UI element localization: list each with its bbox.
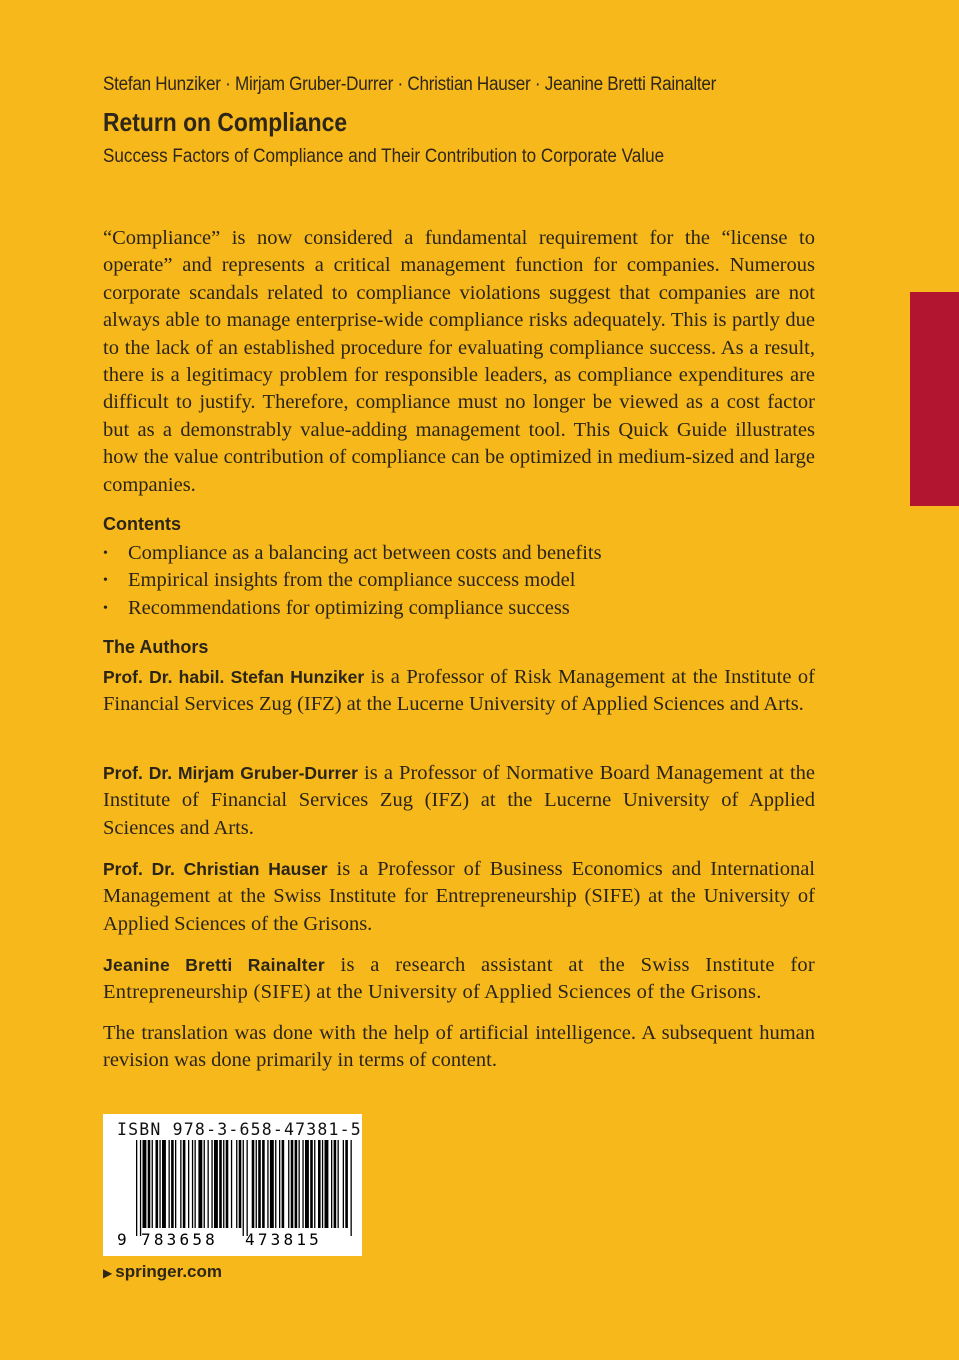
barcode-bar (219, 1140, 222, 1228)
barcode-bar (239, 1140, 242, 1228)
contents-item (103, 595, 815, 622)
barcode-bar (318, 1140, 321, 1228)
barcode-bar (279, 1140, 280, 1228)
springer-link-text: springer.com (115, 1262, 222, 1281)
author-name: Prof. Dr. Christian Hauser (103, 859, 328, 879)
barcode-box (103, 1114, 362, 1256)
barcode-bar (226, 1140, 229, 1228)
barcode-digit-first: 9 (117, 1230, 127, 1249)
arrow-right-icon: ▶ (103, 1266, 113, 1280)
isbn-label: ISBN 978-3-658-47381-5 (117, 1120, 362, 1139)
barcode-bar (302, 1140, 303, 1228)
barcode-bar (214, 1140, 218, 1228)
barcode-bar (288, 1140, 289, 1228)
accent-tab (910, 292, 959, 506)
barcode-bar (143, 1140, 147, 1228)
author-name: Prof. Dr. habil. Stefan Hunziker (103, 667, 365, 687)
bullet-icon: • (103, 546, 108, 561)
barcode-bar (223, 1140, 224, 1228)
barcode-bar (231, 1140, 232, 1228)
barcode-bar (291, 1140, 294, 1228)
contents-list (103, 540, 815, 622)
barcode-bar (236, 1140, 237, 1228)
barcode-bar (243, 1140, 244, 1236)
springer-link[interactable] (103, 1262, 222, 1282)
bullet-icon: • (103, 600, 108, 616)
barcode-bar (208, 1140, 209, 1228)
book-title: Return on Compliance (103, 107, 348, 137)
author-bio (103, 760, 815, 842)
barcode-bar (247, 1140, 248, 1236)
author-bio-text: is a Professor of Risk Management at the Institute of Financial Services Zug (IFZ) at the Lucerne University of Applied Sciences and Arts. (103, 666, 815, 716)
author-bio (103, 952, 815, 1007)
author-name: Jeanine Bretti Rainalter (103, 955, 325, 975)
contents-item (103, 567, 815, 594)
author-bio-text: is a Professor of Business Economics and International Management at the Swiss Institute for Entrepreneurship (SIFE) at the University of Applied Sciences of the Grisons. (103, 858, 815, 935)
barcode-bar (343, 1140, 344, 1228)
barcode-bar (140, 1140, 141, 1236)
contents-item-text: Compliance as a balancing act between costs and benefits (128, 542, 602, 564)
barcode-digits-left: 783658 (141, 1230, 218, 1249)
authors-line: Stefan Hunziker · Mirjam Gruber-Durrer · Christian Hauser · Jeanine Bretti Rainalter (103, 74, 717, 95)
barcode-bar (310, 1140, 313, 1228)
barcode-bar (171, 1140, 174, 1228)
barcode-bar (192, 1140, 193, 1228)
barcode-bar (162, 1140, 166, 1228)
barcode-bar (322, 1140, 323, 1228)
barcode-icon (103, 1114, 362, 1256)
barcode-bar (180, 1140, 181, 1228)
barcode-bar (156, 1140, 159, 1228)
bullet-icon: • (103, 573, 108, 589)
barcode-bar (282, 1140, 285, 1228)
barcode-bar (325, 1140, 329, 1228)
barcode-bar (345, 1140, 348, 1228)
barcode-bar (295, 1140, 298, 1228)
barcode-bar (338, 1140, 339, 1228)
barcode-bar (169, 1140, 170, 1228)
author-bio (103, 664, 815, 719)
barcode-bar (148, 1140, 151, 1228)
author-name: Prof. Dr. Mirjam Gruber-Durrer (103, 763, 358, 783)
barcode-bar (195, 1140, 196, 1228)
barcode-digits-right: 473815 (245, 1230, 322, 1249)
contents-heading: Contents (103, 514, 181, 534)
barcode-bar (351, 1140, 352, 1236)
barcode-bar (204, 1140, 205, 1228)
book-subtitle: Success Factors of Compliance and Their Contribution to Corporate Value (103, 146, 665, 167)
author-bio-text: is a Professor of Normative Board Management at the Institute of Financial Services Zug (IFZ) at the Lucerne University of Applied Sciences and Arts. (103, 762, 815, 839)
barcode-bar (198, 1140, 202, 1228)
barcode-bar (188, 1140, 189, 1228)
barcode-bar (211, 1140, 212, 1228)
barcode-bar (305, 1140, 309, 1228)
barcode-bar (314, 1140, 315, 1228)
barcode-bar (262, 1140, 265, 1228)
barcode-bar (331, 1140, 332, 1228)
barcode-bar (334, 1140, 337, 1228)
translation-note: The translation was done with the help of artificial intelligence. A subsequent human revision was done primarily in terms of content. (103, 1022, 815, 1072)
barcode-bar (299, 1140, 300, 1228)
barcode-bar (256, 1140, 257, 1228)
contents-item-text: Empirical insights from the compliance success model (128, 569, 576, 592)
barcode-bar (252, 1140, 255, 1228)
barcode-bar (159, 1140, 160, 1228)
author-bio (103, 856, 815, 938)
barcode-bar (258, 1140, 261, 1228)
barcode-bar (183, 1140, 186, 1228)
author-bio-text: is a research assistant at the Swiss Institute for Entrepreneurship (SIFE) at the University of Applied Sciences of the Grisons. (103, 954, 815, 1004)
contents-item (103, 540, 815, 567)
contents-item-text: Recommendations for optimizing compliance success (128, 596, 570, 619)
barcode-bar (136, 1140, 137, 1236)
barcode-bar (270, 1140, 274, 1228)
authors-heading: The Authors (103, 637, 209, 657)
barcode-bar (175, 1140, 176, 1228)
barcode-bar (275, 1140, 276, 1228)
barcode-bar (267, 1140, 268, 1228)
blurb-paragraph: “Compliance” is now considered a fundamental requirement for the “license to operate” and represents a critical management function for companies. Numerous corporate scandals related to compliance violations suggest that companies are not always able to manage enterprise-wide compliance risks adequately. This is partly due to the lack of an established procedure for evaluating compliance success. As a result, there is a legitimacy problem for responsible leaders, as compliance expenditures are difficult to justify. Therefore, compliance must no longer be viewed as a cost factor but as a demonstrably value-adding management tool. This Quick Guide illustrates how the value contribution of compliance can be optimized in medium-sized and large companies. (103, 227, 815, 496)
barcode-bar (152, 1140, 153, 1228)
